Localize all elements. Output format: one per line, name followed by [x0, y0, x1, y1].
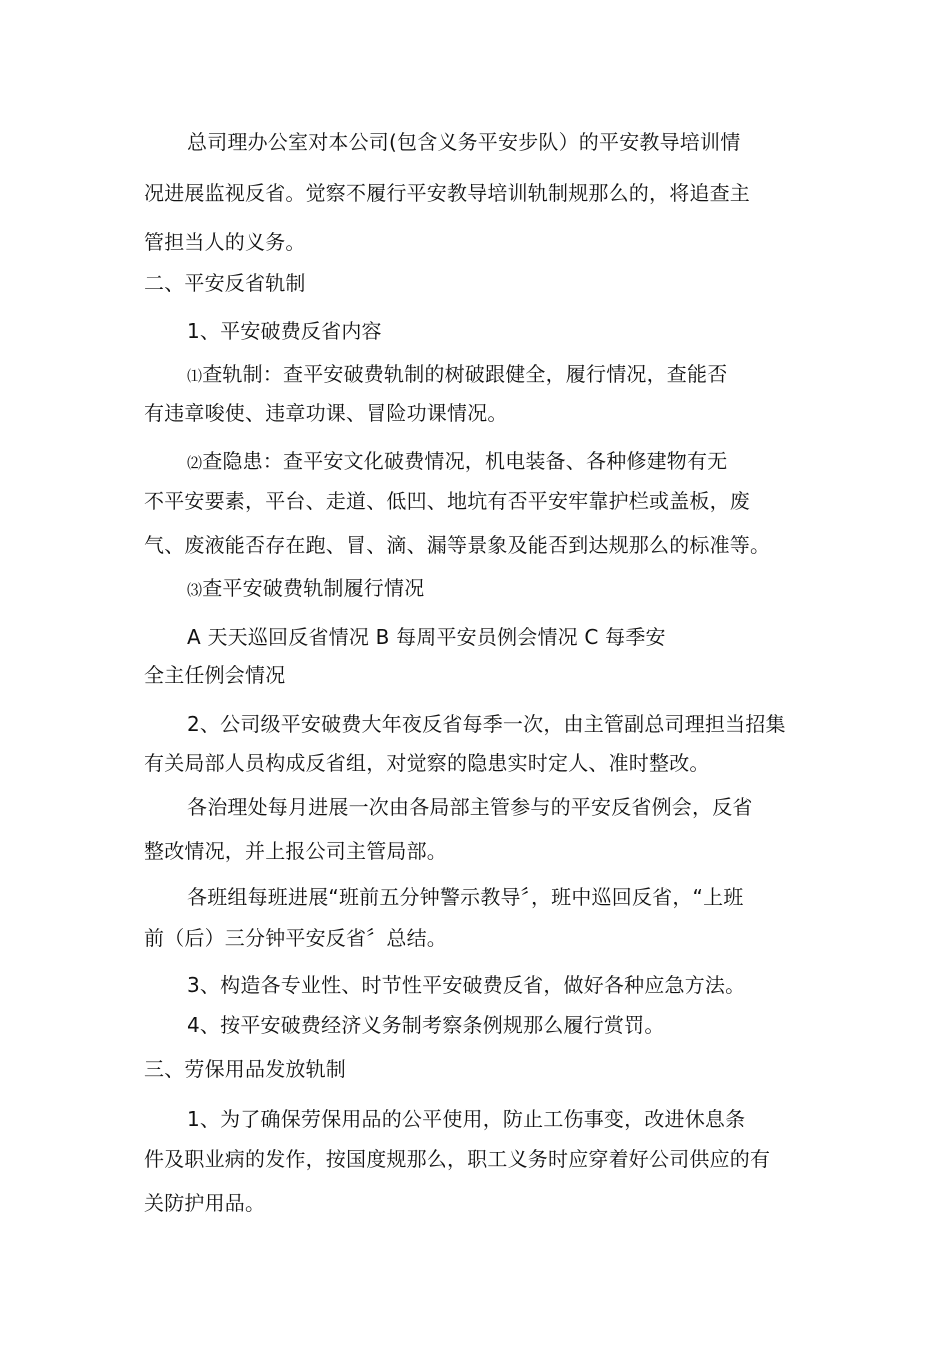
section-heading: 三、劳保用品发放轨制: [144, 1057, 346, 1081]
paragraph-line: 有关局部人员构成反省组，对觉察的隐患实时定人、准时整改。: [144, 751, 710, 775]
paragraph-line: 气、废液能否存在跑、冒、滴、漏等景象及能否到达规那么的标准等。: [144, 533, 771, 557]
paragraph-line: 全主任例会情况: [144, 663, 286, 687]
paragraph-line: 不平安要素，平台、走道、低凹、地坑有否平安牢靠护栏或盖板，废: [144, 489, 750, 513]
paragraph-line: A 天天巡回反省情况 B 每周平安员例会情况 C 每季安: [187, 625, 666, 649]
paragraph-line: 前（后）三分钟平安反省〞总结。: [144, 926, 447, 950]
item-text: 查平安破费轨制履行情况: [202, 576, 425, 600]
paragraph-line: 整改情况，并上报公司主管局部。: [144, 839, 447, 863]
item-marker: ⑶: [187, 581, 203, 599]
item-text: 查轨制：查平安破费轨制的树破跟健全，履行情况，查能否: [202, 362, 728, 386]
check-item-3: [187, 575, 424, 603]
subsection-heading: 1、平安破费反省内容: [187, 319, 382, 343]
paragraph-line: 2、公司级平安破费大年夜反省每季一次，由主管副总司理担当招集: [187, 712, 786, 736]
paragraph-line: 管担当人的义务。: [144, 230, 306, 254]
check-item-2: [187, 448, 727, 476]
item-text: 查隐患：查平安文化破费情况，机电装备、各种修建物有无: [202, 449, 728, 473]
paragraph-line: 各治理处每月进展一次由各局部主管参与的平安反省例会，反省: [187, 795, 753, 819]
item-marker: ⑴: [187, 367, 203, 385]
paragraph-line: 4、按平安破费经济义务制考察条例规那么履行赏罚。: [187, 1013, 665, 1037]
paragraph-line: 总司理办公室对本公司(包含义务平安步队）的平安教导培训情: [187, 130, 741, 154]
paragraph-line: 1、为了确保劳保用品的公平使用，防止工伤事变，改进休息条: [187, 1107, 746, 1131]
section-heading: 二、平安反省轨制: [144, 271, 306, 295]
paragraph-line: 况进展监视反省。觉察不履行平安教导培训轨制规那么的，将追查主: [144, 181, 750, 205]
paragraph-line: 3、构造各专业性、时节性平安破费反省，做好各种应急方法。: [187, 973, 746, 997]
check-item-1: [187, 361, 727, 389]
item-marker: ⑵: [187, 454, 203, 472]
paragraph-line: 关防护用品。: [144, 1191, 266, 1215]
paragraph-line: 件及职业病的发作，按国度规那么，职工义务时应穿着好公司供应的有: [144, 1147, 771, 1171]
paragraph-line: 各班组每班进展“班前五分钟警示教导〞，班中巡回反省，“上班: [187, 885, 744, 909]
paragraph-line: 有违章唆使、违章功课、冒险功课情况。: [144, 401, 508, 425]
